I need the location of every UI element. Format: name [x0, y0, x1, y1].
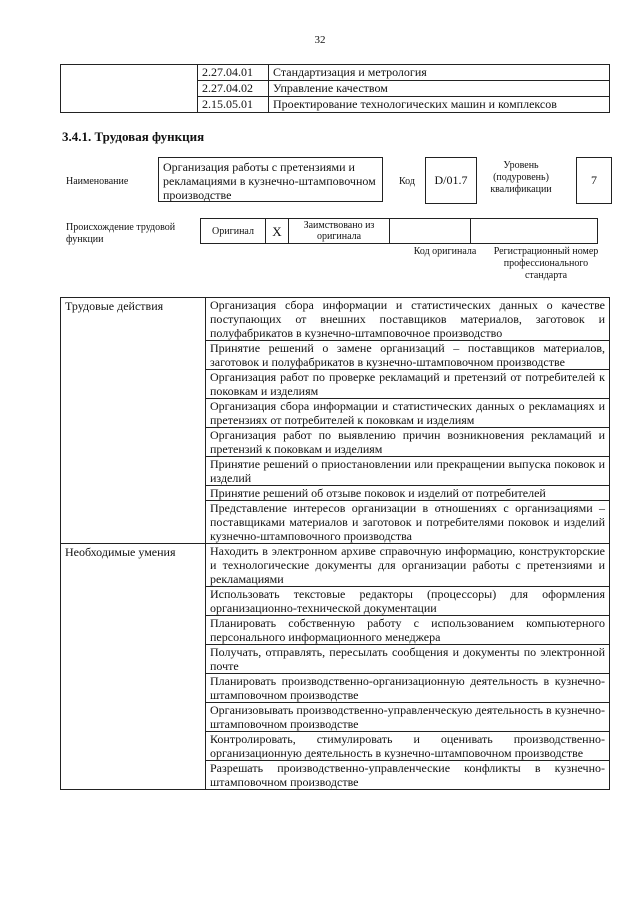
list-item: Принятие решений о замене организаций – поставщиков материалов, заготовок и полуфабрикатов в кузнечно-штамповочном производстве: [206, 341, 610, 370]
level-value: 7: [576, 157, 612, 204]
registration-number-cell: [471, 219, 598, 244]
function-name-field: Организация работы с претензиями и рекламациями в кузнечно-штамповочном производстве: [158, 157, 383, 202]
list-item: Получать, отправлять, пересылать сообщения и документы по электронной почте: [206, 645, 610, 674]
name-label: Наименование: [66, 176, 129, 187]
level-label: Уровень (подуровень) квалификации: [490, 160, 552, 195]
origin-label: Происхождение трудовой функции: [66, 222, 176, 245]
borrowed-label: Заимствовано из оригинала: [289, 219, 390, 244]
list-item: Организация сбора информации и статистических данных о качестве поступающих от внешних поставщиков материалов, заготовок и полуфабрикатов в кузнечно-штамповочное производство: [206, 298, 610, 341]
original-mark: X: [266, 219, 289, 244]
list-item: Принятие решений об отзыве поковок и изделий от потребителей: [206, 486, 610, 501]
list-item: Организация работ по проверке рекламаций и претензий от потребителей к поковкам и изделиям: [206, 370, 610, 399]
list-item: Разрешать производственно-управленческие конфликты в кузнечно-штамповочном производстве: [206, 761, 610, 790]
original-code-label: Код оригинала: [413, 246, 477, 257]
specialty-codes-table: [60, 64, 610, 113]
code-cell: 2.15.05.01: [198, 97, 269, 113]
labor-actions-label: Трудовые действия: [61, 298, 206, 544]
empty-cell: [61, 65, 198, 113]
list-item: Планировать производственно-организационную деятельность в кузнечно-штамповочном производстве: [206, 674, 610, 703]
list-item: Использовать текстовые редакторы (процессоры) для оформления организационно-технической документации: [206, 587, 610, 616]
origin-table: [200, 218, 598, 244]
list-item: Организация сбора информации и статистических данных о рекламациях и претензиях от потребителей к поковкам и изделиям: [206, 399, 610, 428]
section-title: 3.4.1. Трудовая функция: [62, 129, 205, 144]
list-item: Представление интересов организации в отношениях с организациями – поставщиками материалов и заготовок и потребителями поковок и изделий кузнечно-штамповочного производства: [206, 501, 610, 544]
code-value: D/01.7: [425, 157, 477, 204]
original-label: Оригинал: [201, 219, 266, 244]
list-item: Находить в электронном архиве справочную информацию, конструкторские и технологические документы для организации работы с претензиями и рекламациями: [206, 544, 610, 587]
code-label: Код: [399, 176, 415, 187]
table-row: [61, 65, 610, 81]
code-name-cell: Проектирование технологических машин и комплексов: [269, 97, 610, 113]
registration-number-label: Регистрационный номер профессионального стандарта: [493, 246, 599, 281]
table-row: [61, 544, 610, 587]
list-item: Планировать собственную работу с использованием компьютерного персонального информационного менеджера: [206, 616, 610, 645]
skills-label: Необходимые умения: [61, 544, 206, 790]
table-row: [201, 219, 598, 244]
original-code-cell: [390, 219, 471, 244]
code-name-cell: Стандартизация и метрология: [269, 65, 610, 81]
list-item: Организация работ по выявлению причин возникновения рекламаций и претензий к поковкам и изделиям: [206, 428, 610, 457]
code-name-cell: Управление качеством: [269, 81, 610, 97]
list-item: Контролировать, стимулировать и оценивать производственно-организационную деятельность в кузнечно-штамповочном производстве: [206, 732, 610, 761]
function-details-table: [60, 297, 610, 790]
page-number: 32: [314, 34, 326, 46]
code-cell: 2.27.04.01: [198, 65, 269, 81]
code-cell: 2.27.04.02: [198, 81, 269, 97]
list-item: Организовывать производственно-управленческую деятельность в кузнечно-штамповочном производстве: [206, 703, 610, 732]
list-item: Принятие решений о приостановлении или прекращении выпуска поковок и изделий: [206, 457, 610, 486]
table-row: [61, 298, 610, 341]
